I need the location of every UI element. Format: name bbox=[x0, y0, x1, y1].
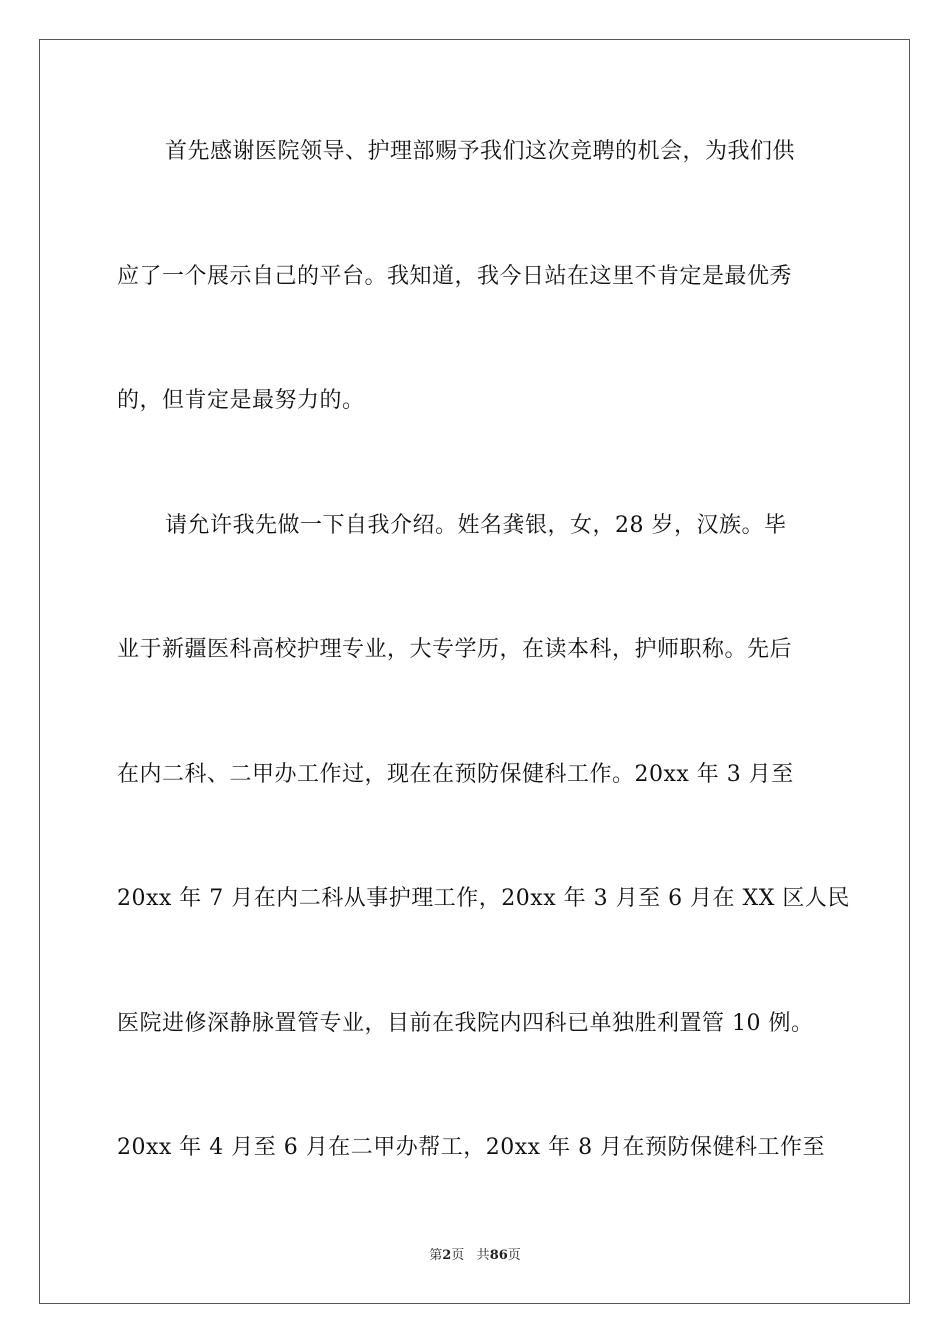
page-total: 86 bbox=[489, 1248, 508, 1263]
paragraph-2-line-6: 20xx 年 4 月至 6 月在二甲办帮工，20xx 年 8 月在预防保健科工作至 bbox=[117, 1135, 826, 1160]
total-prefix: 共 bbox=[476, 1248, 490, 1263]
paragraph-2-line-3: 在内二科、二甲办工作过，现在在预防保健科工作。20xx 年 3 月至 bbox=[117, 762, 794, 787]
page-suffix: 页 bbox=[451, 1248, 465, 1263]
page-frame bbox=[39, 39, 910, 1304]
paragraph-2-line-1: 请允许我先做一下自我介绍。姓名龚银，女，28 岁，汉族。毕 bbox=[165, 513, 787, 538]
paragraph-2-line-5: 医院进修深静脉置管专业，目前在我院内四科已单独胜利置管 10 例。 bbox=[117, 1011, 814, 1036]
page-prefix: 第 bbox=[429, 1248, 443, 1263]
paragraph-1-line-3: 的，但肯定是最努力的。 bbox=[117, 388, 365, 413]
paragraph-1-line-2: 应了一个展示自己的平台。我知道，我今日站在这里不肯定是最优秀 bbox=[117, 264, 793, 289]
paragraph-2-line-4: 20xx 年 7 月在内二科从事护理工作，20xx 年 3 月至 6 月在 XX 区人民 bbox=[117, 886, 850, 911]
paragraph-2-line-2: 业于新疆医科高校护理专业，大专学历，在读本科，护师职称。先后 bbox=[117, 637, 793, 662]
page-footer bbox=[0, 1247, 950, 1265]
paragraph-1-line-1: 首先感谢医院领导、护理部赐予我们这次竞聘的机会，为我们供 bbox=[165, 139, 796, 164]
total-suffix: 页 bbox=[507, 1248, 521, 1263]
page-current: 2 bbox=[442, 1248, 452, 1263]
